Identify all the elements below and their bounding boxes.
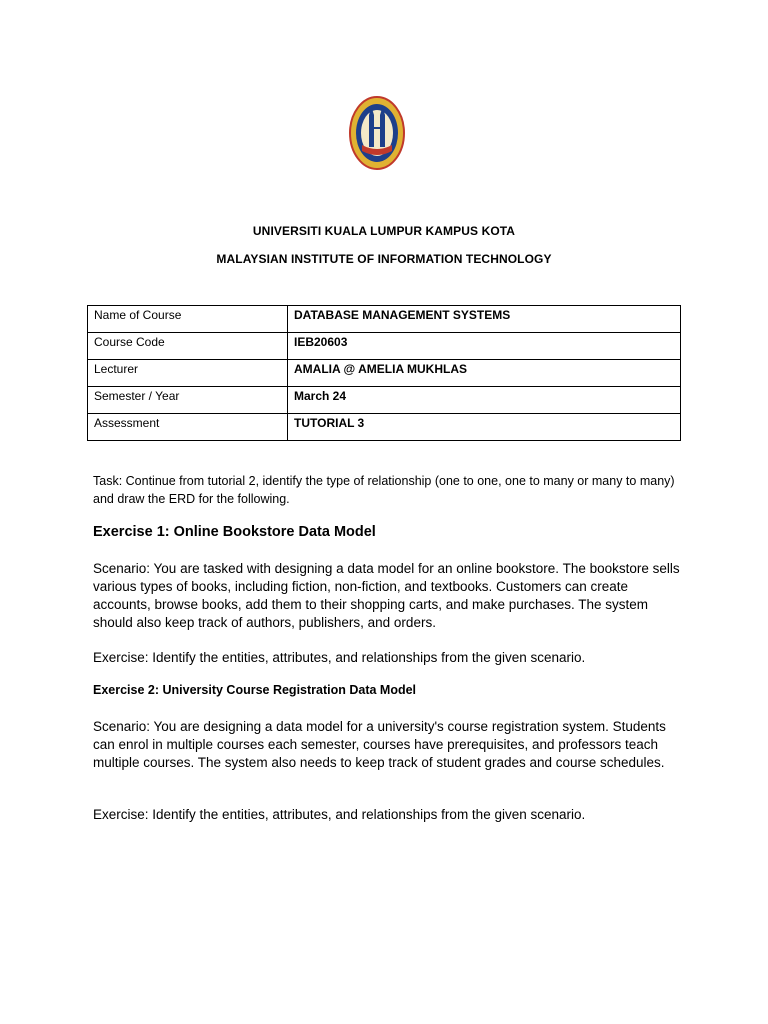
exercise-1-scenario: Scenario: You are tasked with designing a data model for an online bookstore. The bookstore sells various types of books, including fiction, non-fiction, and textbooks. Customers can create accounts, browse books, add them to their shopping carts, and make purchases. The system should also keep track of authors, publishers, and orders. <box>93 561 680 630</box>
exercise-1-title: Exercise 1: Online Bookstore Data Model <box>93 524 376 540</box>
semester-year-label: Semester / Year <box>88 387 288 414</box>
exercise-2-scenario: Scenario: You are designing a data model for a university's course registration system. Students can enrol in multiple courses each semester, courses have prerequisites, and professors teach multiple courses. The system also needs to keep track of student grades and course schedules. <box>93 719 666 770</box>
course-name-label: Name of Course <box>88 306 288 333</box>
university-crest-logo <box>348 95 406 171</box>
task-instructions: Task: Continue from tutorial 2, identify the type of relationship (one to one, one to many or many to many) and draw the ERD for the following. <box>93 474 675 506</box>
exercise-2-question: Exercise: Identify the entities, attributes, and relationships from the given scenario. <box>93 807 586 822</box>
table-row <box>88 333 681 360</box>
course-info-table <box>87 305 681 441</box>
table-row <box>88 360 681 387</box>
table-row <box>88 414 681 441</box>
course-code-value: IEB20603 <box>288 333 681 360</box>
lecturer-value: AMALIA @ AMELIA MUKHLAS <box>288 360 681 387</box>
assessment-value: TUTORIAL 3 <box>288 414 681 441</box>
course-name-value: DATABASE MANAGEMENT SYSTEMS <box>288 306 681 333</box>
exercise-2-title: Exercise 2: University Course Registration Data Model <box>93 683 417 697</box>
table-row <box>88 387 681 414</box>
assessment-label: Assessment <box>88 414 288 441</box>
institute-name: MALAYSIAN INSTITUTE OF INFORMATION TECHNOLOGY <box>216 252 552 266</box>
university-name: UNIVERSITI KUALA LUMPUR KAMPUS KOTA <box>252 224 516 238</box>
course-code-label: Course Code <box>88 333 288 360</box>
lecturer-label: Lecturer <box>88 360 288 387</box>
table-row <box>88 306 681 333</box>
exercise-1-question: Exercise: Identify the entities, attributes, and relationships from the given scenario. <box>93 650 586 665</box>
semester-year-value: March 24 <box>288 387 681 414</box>
